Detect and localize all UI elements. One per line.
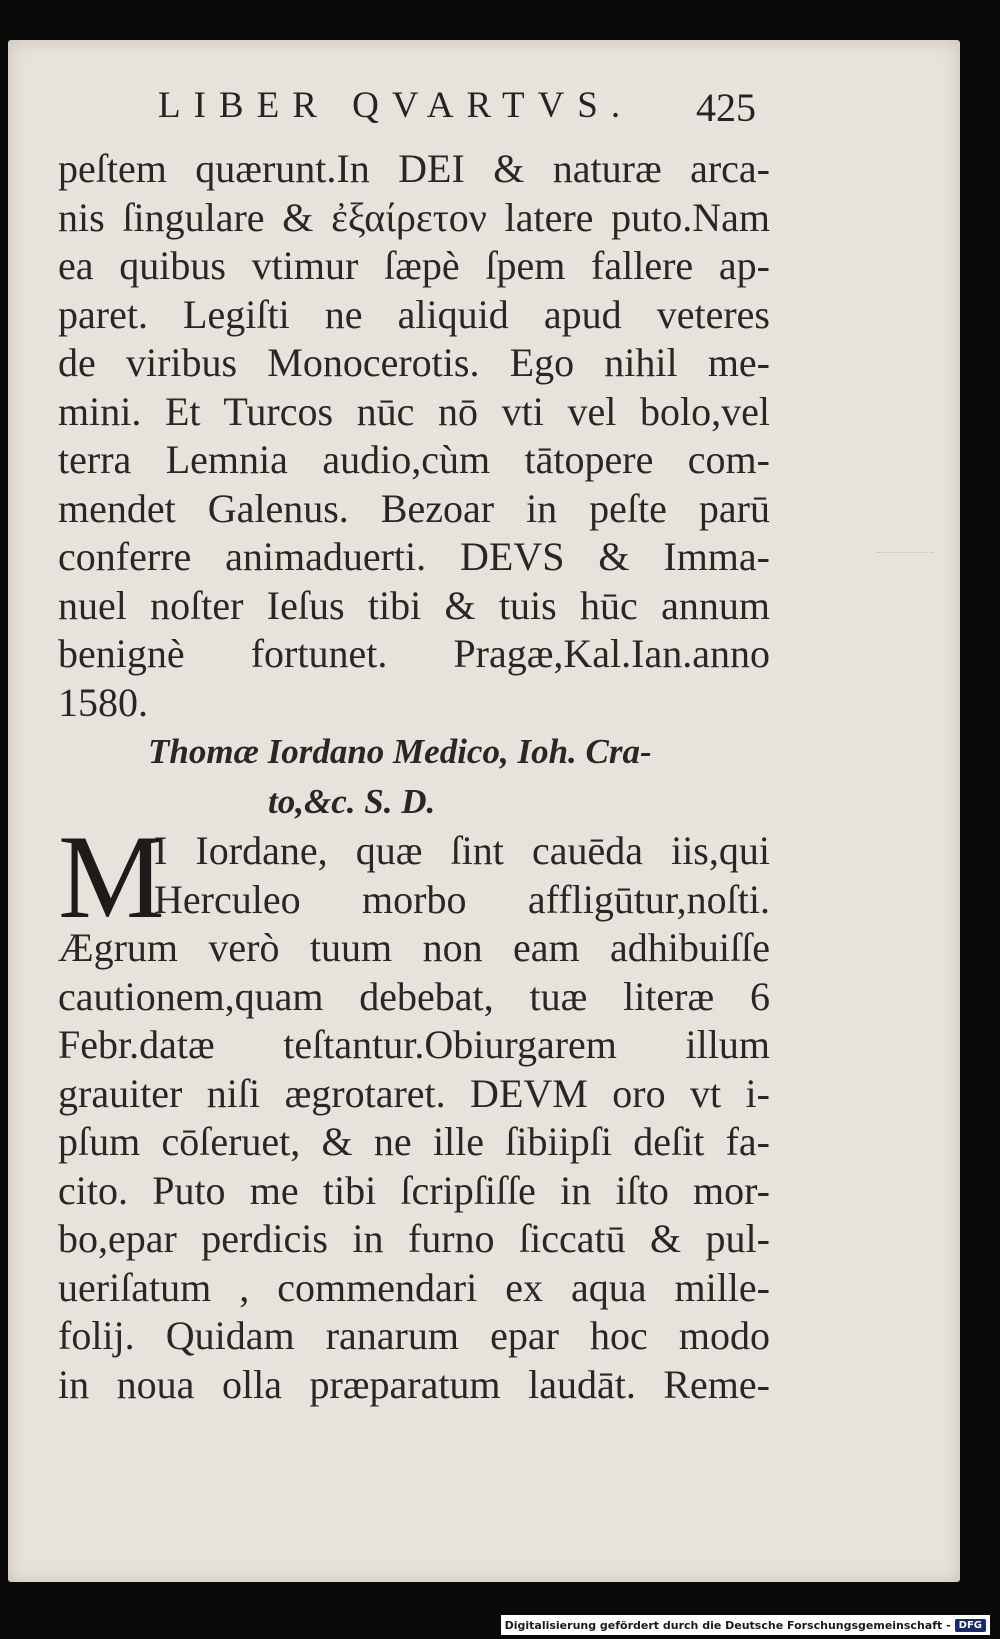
letter-heading: Thomæ Iordano Medico, Ioh. Cra- bbox=[148, 732, 652, 771]
text-line: Febr.datæ teſtantur.Obiurgarem illum bbox=[58, 1022, 770, 1067]
drop-cap-block bbox=[58, 810, 770, 943]
letter-2 bbox=[58, 727, 770, 1409]
book-page bbox=[8, 40, 960, 1582]
text-line: cito. Puto me tibi ſcripſiſſe in iſto mor- bbox=[58, 1167, 770, 1213]
drop-cap-initial: M bbox=[58, 810, 165, 943]
text-line: ea quibus vtimur ſæpè ſpem fallere ap- bbox=[58, 243, 770, 288]
text-line: benignè fortunet. Pragæ,Kal.Ian.anno bbox=[58, 631, 770, 676]
text-line: de viribus Monocerotis. Ego nihil me- bbox=[58, 340, 770, 385]
digitization-credit bbox=[501, 1615, 990, 1635]
text-line: terra Lemnia audio,cùm tātopere com- bbox=[58, 437, 770, 482]
text-line: in noua olla præparatum laudāt. Reme- bbox=[58, 1361, 770, 1407]
text-line: mini. Et Turcos nūc nō vti vel bolo,vel bbox=[58, 388, 770, 434]
credit-text: Digitalisierung gefördert durch die Deutsche Forschungsgemeinschaft - bbox=[504, 1618, 951, 1632]
dfg-logo: DFG bbox=[955, 1619, 986, 1632]
text-line: nis ſingulare & ἐξαίρετον latere puto.Nam bbox=[58, 194, 770, 240]
text-line: peſtem quærunt.In DEI & naturæ arca- bbox=[58, 146, 770, 191]
running-head: LIBER QVARTVS. bbox=[158, 85, 634, 126]
text-line: cautionem,quam debebat, tuæ literæ 6 bbox=[58, 973, 770, 1019]
text-line: 1580. bbox=[58, 679, 148, 725]
text-line: mendet Galenus. Bezoar in peſte parū bbox=[58, 485, 770, 531]
letter-1 bbox=[58, 145, 770, 727]
text-line: bo,epar perdicis in furno ſiccatū & pul- bbox=[58, 1216, 770, 1261]
text-line: ueriſatum , commendari ex aqua mille- bbox=[58, 1264, 770, 1310]
text-line: conferre animaduerti. DEVS & Imma- bbox=[58, 534, 770, 579]
margin-offset-mark bbox=[876, 542, 934, 553]
text-line: I Iordane, quæ ſint cauēda iis,qui bbox=[154, 828, 770, 873]
text-line: folij. Quidam ranarum epar hoc modo bbox=[58, 1313, 770, 1358]
text-line: nuel noſter Ieſus tibi & tuis hūc annum bbox=[58, 582, 770, 628]
page-number: 425 bbox=[696, 85, 756, 130]
letter-heading-continued: to,&c. S. D. bbox=[268, 782, 436, 821]
text-block bbox=[58, 145, 770, 1409]
text-line: grauiter niſi ægrotaret. DEVM oro vt i- bbox=[58, 1070, 770, 1116]
text-line: Herculeo morbo affligūtur,noſti. bbox=[154, 876, 770, 922]
text-line: pſum cōſeruet, & ne ille ſibiipſi deſit fa- bbox=[58, 1119, 770, 1164]
text-line: paret. Legiſti ne aliquid apud veteres bbox=[58, 291, 770, 337]
text-line: Ægrum verò tuum non eam adhibuiſſe bbox=[58, 925, 770, 970]
